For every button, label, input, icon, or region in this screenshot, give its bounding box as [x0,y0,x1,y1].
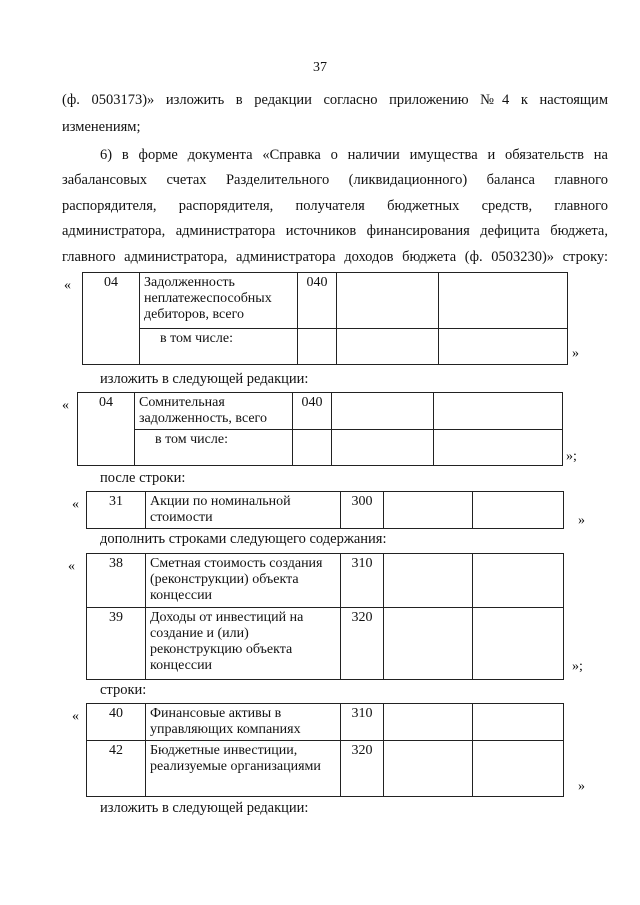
empty-cell [473,608,564,680]
table-3 [86,491,564,529]
close-quote-semicolon: »; [572,659,583,674]
empty-cell [332,393,434,430]
line-code: 310 [341,554,384,608]
empty-cell [293,430,332,466]
empty-cell [473,704,564,741]
table-5 [86,703,564,797]
row-name: Задолженность неплатежеспособных дебиторов, всего [140,273,298,329]
line-code: 310 [341,704,384,741]
row-code: 04 [83,273,140,365]
empty-cell [439,273,568,329]
row-name: Финансовые активы в управляющих компаниях [146,704,341,741]
paragraph-line: забалансовых счетах Разделительного (ликвидационного) баланса главного [62,172,608,188]
instruction-text: дополнить строками следующего содержания: [100,531,387,547]
empty-cell [337,329,439,365]
row-name: Сметная стоимость создания (реконструкции) объекта концессии [146,554,341,608]
empty-cell [384,608,473,680]
empty-cell [384,704,473,741]
empty-cell [434,393,563,430]
empty-cell [473,554,564,608]
row-code: 31 [87,492,146,529]
row-code: 40 [87,704,146,741]
row-code: 04 [78,393,135,466]
open-quote: « [72,497,79,512]
table-4 [86,553,564,680]
line-code: 300 [341,492,384,529]
paragraph-line: (ф. 0503173)» изложить в редакции согласно приложению №4 к настоящим [62,92,608,108]
close-quote: » [572,346,579,361]
open-quote: « [64,278,71,293]
paragraph-line: распорядителя, распорядителя, получателя бюджетных средств, главного [62,198,608,214]
paragraph-line: изменениям; [62,119,141,135]
row-code: 42 [87,741,146,797]
instruction-text: после строки: [100,470,186,486]
row-name: Бюджетные инвестиции, реализуемые организациями [146,741,341,797]
open-quote: « [62,398,69,413]
paragraph-line: администратора, администратора источников финансирования дефицита бюджета, [62,223,608,239]
empty-cell [384,554,473,608]
instruction-text: строки: [100,682,147,698]
empty-cell [473,492,564,529]
row-name: Акции по номинальной стоимости [146,492,341,529]
instruction-text: изложить в следующей редакции: [100,371,309,387]
paragraph-line: главного администратора, администратора доходов бюджета (ф. 0503230)» строку: [62,249,608,265]
line-code: 320 [341,741,384,797]
instruction-text: изложить в следующей редакции: [100,800,309,816]
table-2 [77,392,563,466]
line-code: 040 [298,273,337,329]
empty-cell [434,430,563,466]
empty-cell [439,329,568,365]
close-quote: » [578,513,585,528]
sub-label: в том числе: [135,430,293,466]
empty-cell [384,741,473,797]
row-code: 38 [87,554,146,608]
open-quote: « [72,709,79,724]
page-number: 37 [313,60,327,75]
close-quote: » [578,779,585,794]
empty-cell [337,273,439,329]
empty-cell [384,492,473,529]
row-name: Сомнительная задолженность, всего [135,393,293,430]
empty-cell [298,329,337,365]
paragraph-line: 6) в форме документа «Справка о наличии имущества и обязательств на [100,147,608,163]
line-code: 320 [341,608,384,680]
open-quote: « [68,559,75,574]
row-name: Доходы от инвестиций на создание и (или) реконструкцию объекта концессии [146,608,341,680]
empty-cell [332,430,434,466]
row-code: 39 [87,608,146,680]
close-quote-semicolon: »; [566,449,577,464]
line-code: 040 [293,393,332,430]
empty-cell [473,741,564,797]
sub-label: в том числе: [140,329,298,365]
table-1 [82,272,568,365]
